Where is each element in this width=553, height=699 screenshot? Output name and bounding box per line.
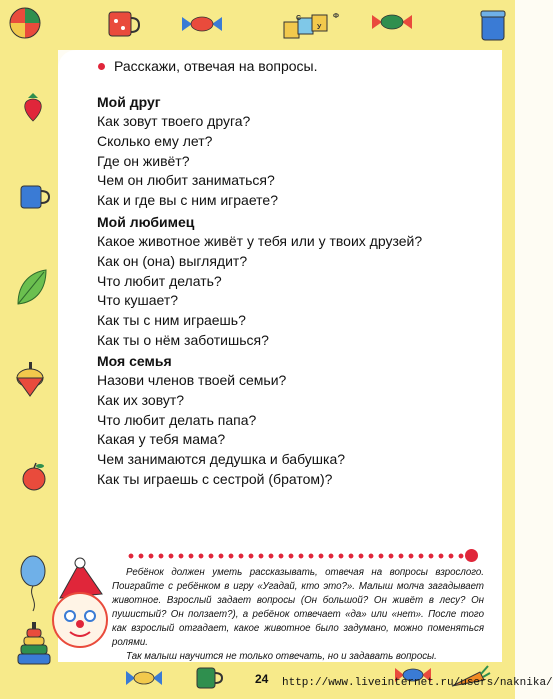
question: Чем занимаются дедушка и бабушка? bbox=[97, 451, 346, 468]
question: Что кушает? bbox=[97, 292, 179, 309]
bullet-icon bbox=[98, 63, 105, 70]
intro-line bbox=[98, 58, 317, 74]
question: Как ты с ним играешь? bbox=[97, 312, 246, 329]
question: Как и где вы с ним играете? bbox=[97, 192, 278, 209]
question: Какое животное живёт у тебя или у твоих друзей? bbox=[97, 233, 423, 249]
question: Какая у тебя мама? bbox=[97, 431, 226, 448]
question: Назови членов твоей семьи? bbox=[97, 372, 287, 388]
dotted-divider bbox=[126, 552, 466, 560]
question: Как зовут твоего друга? bbox=[97, 113, 251, 129]
note-paragraph: Ребёнок должен уметь рассказывать, отвечая на вопросы взрослого. Поиграйте с ребёнком в игру «Угадай, кто это?». Малыш молча загадывает животное. Взрослый задает вопросы (Он большой? Он живёт в лесу? Он пушистый? Он ползает?), а ребёнок отвечает «да» или «нет». После того как взрослый отгадает, какое животное было задумано, можно поменяться ролями. bbox=[112, 567, 484, 648]
apple-icon bbox=[20, 462, 48, 492]
question: Где он живёт? bbox=[97, 152, 190, 169]
top-border bbox=[0, 0, 515, 50]
strawberry-icon bbox=[20, 92, 46, 122]
cup-icon bbox=[195, 664, 225, 692]
clown-face-icon bbox=[46, 558, 114, 654]
block-letter: С bbox=[296, 15, 302, 22]
candy-icon bbox=[372, 12, 412, 32]
jar-icon bbox=[478, 8, 508, 42]
balloon-icon bbox=[18, 555, 48, 613]
section-my-pet bbox=[97, 212, 422, 351]
question: Как он (она) выглядит? bbox=[97, 252, 248, 269]
watermark-url[interactable]: http://www.liveinternet.ru/users/naknika/ bbox=[282, 677, 553, 689]
toy-blocks-icon bbox=[283, 12, 329, 42]
question: Как их зовут? bbox=[97, 391, 185, 408]
question: Сколько ему лет? bbox=[97, 132, 213, 149]
cup-icon bbox=[19, 182, 51, 212]
block-letter: Ф bbox=[333, 13, 339, 20]
section-title: Мой друг bbox=[97, 94, 161, 110]
right-border bbox=[502, 0, 515, 699]
ball-icon bbox=[8, 6, 42, 40]
parent-note bbox=[112, 566, 484, 664]
section-title: Моя семья bbox=[97, 353, 172, 369]
question: Как ты играешь с сестрой (братом)? bbox=[97, 470, 333, 487]
note-paragraph: Так малыш научится не только отвечать, но и задавать вопросы. bbox=[126, 651, 437, 662]
block-letter: У bbox=[317, 24, 322, 31]
question: Чем он любит заниматься? bbox=[97, 172, 275, 189]
question: Что любит делать? bbox=[97, 272, 222, 289]
divider-end-dot bbox=[465, 549, 478, 562]
candy-icon bbox=[182, 14, 222, 34]
candy-icon bbox=[126, 668, 162, 688]
section-my-friend bbox=[97, 92, 278, 211]
spinning-top-icon bbox=[15, 362, 45, 398]
question: Как ты о нём заботишься? bbox=[97, 331, 269, 348]
section-title: Мой любимец bbox=[97, 214, 195, 230]
cup-icon bbox=[106, 8, 140, 40]
intro-text: Расскажи, отвечая на вопросы. bbox=[114, 58, 318, 74]
page-number: 24 bbox=[255, 672, 269, 686]
question: Что любит делать папа? bbox=[97, 411, 257, 428]
section-my-family bbox=[97, 351, 345, 490]
leaf-icon bbox=[14, 268, 50, 308]
